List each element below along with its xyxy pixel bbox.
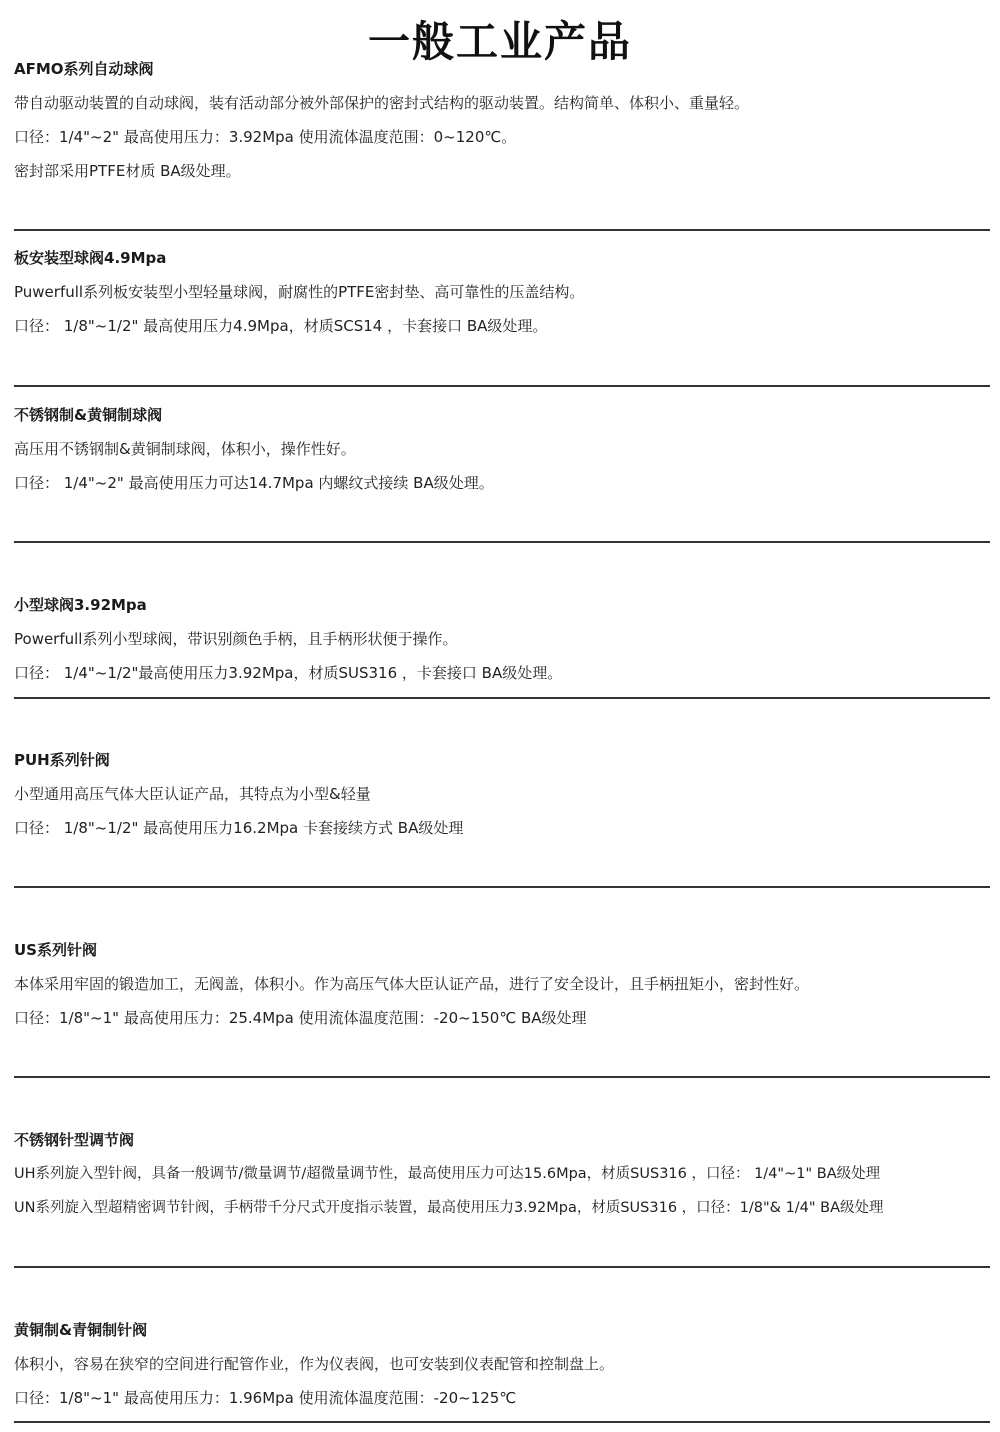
section-divider [14,541,990,543]
product-section-small-ball-valve [14,595,990,695]
section-description: 体积小，容易在狭窄的空间进行配管作业，作为仪表阀，也可安装到仪表配管和控制盘上。 [14,1355,615,1373]
section-description: 高压用不锈钢制&黄铜制球阀，体积小，操作性好。 [14,440,356,458]
section-description: 本体采用牢固的锻造加工，无阀盖，体积小。作为高压气体大臣认证产品，进行了安全设计，且手柄扭矩小，密封性好。 [14,975,810,993]
section-title: 板安装型球阀4.9Mpa [14,249,167,267]
product-section-stainless-brass-ball-valve [14,405,990,505]
product-section-us-needle-valve [14,940,990,1040]
section-spec: 口径： 1/4"~2" 最高使用压力可达14.7Mpa 内螺纹式接续 BA级处理。 [14,474,494,492]
section-divider [14,1076,990,1078]
section-spec: 口径： 1/8"~1/2" 最高使用压力16.2Mpa 卡套接续方式 BA级处理 [14,819,464,837]
section-spec: 口径： 1/8"~1/2" 最高使用压力4.9Mpa，材质SCS14 ，卡套接口 BA级处理。 [14,317,548,335]
section-title: AFMO系列自动球阀 [14,60,154,78]
section-spec: 密封部采用PTFE材质 BA级处理。 [14,162,241,180]
section-description: UH系列旋入型针阀，具备一般调节/微量调节/超微量调节性，最高使用压力可达15.6Mpa，材质SUS316 ，口径： 1/4"~1" BA级处理 [14,1166,881,1182]
section-divider [14,697,990,699]
section-spec: 口径：1/8"~1" 最高使用压力：1.96Mpa 使用流体温度范围：-20~125℃ [14,1389,517,1407]
section-description: UN系列旋入型超精密调节针阀，手柄带千分尺式开度指示装置，最高使用压力3.92Mpa，材质SUS316 ，口径：1/8"& 1/4" BA级处理 [14,1200,884,1216]
product-section-afmo [14,59,990,199]
section-description: 小型通用高压气体大臣认证产品，其特点为小型&轻量 [14,785,371,803]
section-title: 小型球阀3.92Mpa [14,596,147,614]
product-section-brass-bronze-needle-valve [14,1320,990,1420]
section-title: US系列针阀 [14,941,97,959]
section-title: 黄铜制&青铜制针阀 [14,1321,148,1339]
section-divider [14,229,990,231]
section-divider [14,1421,990,1423]
section-title: 不锈钢制&黄铜制球阀 [14,406,163,424]
product-section-puh-needle-valve [14,750,990,850]
section-divider [14,385,990,387]
section-title: 不锈钢针型调节阀 [14,1131,135,1149]
section-title: PUH系列针阀 [14,751,110,769]
section-description: 带自动驱动装置的自动球阀，装有活动部分被外部保护的密封式结构的驱动装置。结构简单、体积小、重量轻。 [14,94,750,112]
section-spec: 口径：1/8"~1" 最高使用压力：25.4Mpa 使用流体温度范围：-20~150℃ BA级处理 [14,1009,587,1027]
product-section-stainless-needle-regulating-valve [14,1130,990,1230]
section-description: Powerfull系列小型球阀，带识别颜色手柄，且手柄形状便于操作。 [14,630,458,648]
section-spec: 口径：1/4"~2" 最高使用压力：3.92Mpa 使用流体温度范围：0~120℃。 [14,128,517,146]
section-divider [14,1266,990,1268]
page-title: 一般工业产品 [367,17,632,66]
section-divider [14,886,990,888]
section-spec: 口径： 1/4"~1/2"最高使用压力3.92Mpa，材质SUS316 ，卡套接口 BA级处理。 [14,664,563,682]
product-section-panel-ball-valve [14,248,990,348]
section-description: Puwerfull系列板安装型小型轻量球阀，耐腐性的PTFE密封垫、高可靠性的压盖结构。 [14,283,585,301]
